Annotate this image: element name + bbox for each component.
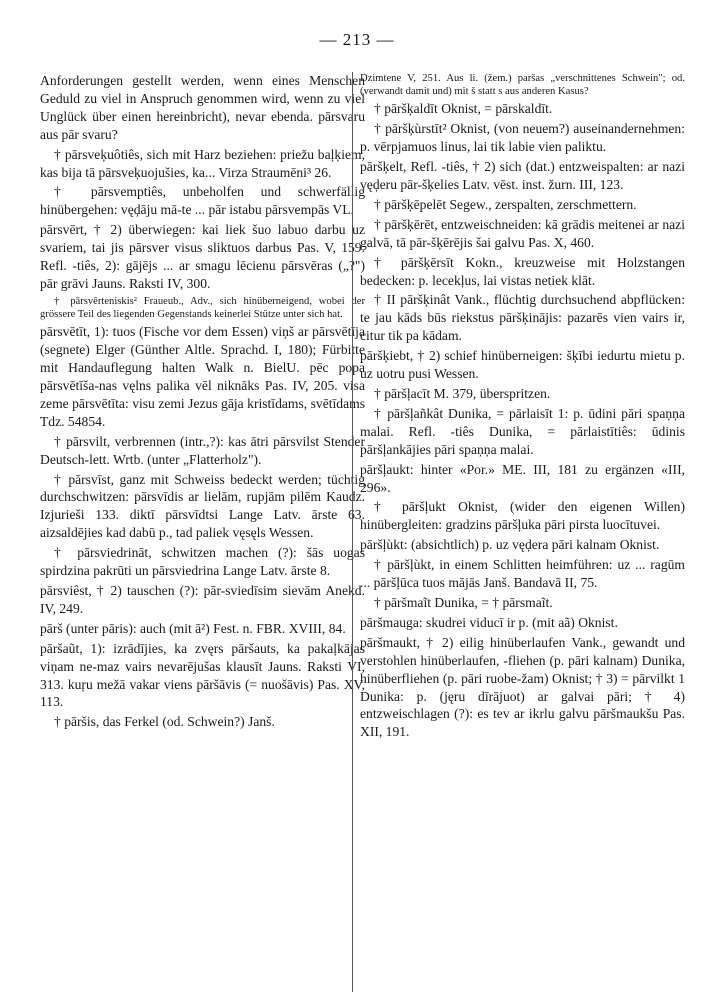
page-number: — 213 — <box>319 30 395 49</box>
dictionary-entry: † pāršķùrstīt² Oknist, (von neuem?) auseinandernehmen: p. vērpjamuos linus, lai tik labie vien paliktu. <box>360 121 685 155</box>
dictionary-entry: † pārsvīst, ganz mit Schweiss bedeckt werden; tüchtig durchschwitzen: pārsvīdis ar lielām, rupjām pilēm Kaudz. Izjurieši 133. diktī pārsvīdtsi Lange Latv. ārste 63. aizsaldējies kad dabū p., tad paliek vęsęls Wessen. <box>40 471 365 541</box>
dictionary-entry: † pārsvērteniskis² Fraueub., Adv., sich hinüberneigend, wobei der grössere Teil des liegenden Gegenstands keinerlei Stütze unter sich hat. <box>40 295 365 321</box>
left-column <box>40 72 365 733</box>
dictionary-entry: pāršmauga: skudrei viducī ir p. (mit aã) Oknist. <box>360 614 618 630</box>
dictionary-entry: pārsvētīt, 1): tuos (Fische vor dem Essen) viņš ar pārsvētīja (segnete) Elger (Günther Altle. Sprachd. I, 180); Fürbitte mit Handauflegung halten Walk n. BielU. pēc popa pārsvētīša-nas vęlns palika vēl niknāks Pas. IV, 205. visa zeme pārsvētīta: visu zemi Jezus gāja kristīdams, svētīdams Tdz. 54854. <box>40 324 365 429</box>
dictionary-entry: † pāršķērsīt Kokn., kreuzweise mit Holzstangen bedecken: p. lecekļus, lai vistas netiek klāt. <box>360 254 685 288</box>
dictionary-entry: † pāršķēpelēt Segew., zerspalten, zerschmettern. <box>374 196 637 212</box>
dictionary-entry: pāršķelt, Refl. -tiês, † 2) sich (dat.) entzweispalten: ar nazi vęḑeru pār-šķelies Latv. vēst. inst. žurn. III, 123. <box>360 159 685 193</box>
dictionary-entry: † II pāršķinât Vank., flüchtig durchsuchend abpflücken: te jau kāds būs riekstus pāršķinājis: pazarēs vien vairs ir, citur tik pa kādam. <box>360 292 685 344</box>
dictionary-entry: † pāršļukt Oknist, (wider den eigenen Willen) hinübergleiten: gradzins pāršļuka pāri pirsta luocītuvei. <box>360 499 685 533</box>
dictionary-entry: † pāršļacīt M. 379, überspritzen. <box>374 386 551 401</box>
dictionary-entry: Dzimtene V, 251. Aus li. (žem.) paršas „verschnittenes Schwein"; od. (verwandt damit und) mit š statt s aus anderen Kasus? <box>360 73 685 98</box>
dictionary-entry: pāršļùkt: (absichtlich) p. uz vęḑera pāri kalnam Oknist. <box>360 537 660 553</box>
dictionary-entry: † pārsvilt, verbrennen (intr.,?): kas ātri pārsvilst Stender Deutsch-lett. Wrtb. (unter „Flatterholz"). <box>40 433 365 467</box>
dictionary-entry: pārš (unter pāris): auch (mit ā²) Fest. n. FBR. XVIII, 84. <box>40 620 346 636</box>
dictionary-entry: pārsviêst, † 2) tauschen (?): pār-sviedīsim sievām Anekd. IV, 249. <box>40 582 365 616</box>
dictionary-entry: † pāršmaĩt Dunika, = † pārsmaĩt. <box>374 594 553 610</box>
dictionary-entry: pāršmaukt, † 2) eilig hinüberlaufen Vank., gewandt und verstohlen hinüberlaufen, -fliehen (p. pāri kalnam) Dunika, hinüberfliehen (p. pāri ruobe-žam) Oknist; † 3) = pārvilkt 1 Dunika: p. (jęru dīrājuot) ar galvai pāri; † 4) entzweischlagen (?): es tev ar ikrlu galvu pāršmaukšu Pas. XII, 191. <box>360 634 685 740</box>
dictionary-entry: pāršķiebt, † 2) schief hinüberneigen: šķībi iedurtu mietu p. uz uotru pusi Wessen. <box>360 348 685 382</box>
dictionary-entry: † pāršis, das Ferkel (od. Schwein?) Janš. <box>54 714 275 730</box>
dictionary-entry: † pārsviedrināt, schwitzen machen (?): šās uogas spirdzina pakrūti un pārsviedrina Lange Latv. ārste 8. <box>40 545 365 579</box>
dictionary-entry: † pārsvemptiês, unbeholfen und schwerfällig hinübergehen: vęḑāju mā-te ... pār istabu pārsvempās VL. <box>40 184 365 218</box>
dictionary-entry: Anforderungen gestellt werden, wenn eines Menschen Geduld zu viel in Anspruch genommen wird, wenn zu viel Unglück über einen hereinbricht), nevar ebenda. pārsvaru aus pār svaru? <box>40 73 365 142</box>
dictionary-entry: † pāršļañkât Dunika, = pārlaisīt 1: p. ūdini pāri spaņņa malai. Refl. -tiês Dunika, = pārlaistītiês: ūdinis pāršļankājies pāri spaņņa malai. <box>360 405 685 457</box>
dictionary-entry: pārsvērt, † 2) überwiegen: kai liek šuo labuo darbu uz svariem, tai jis pārsver visus sliktuos darbus Pas. V, 159. Refl. -tiês, 2): gājējs ... ar smagu lēcienu pārsvēras („?") pār grāvi Jauns. Raksti IV, 300. <box>40 222 365 291</box>
dictionary-entry: † pāršļùkt, in einem Schlitten heimführen: uz ... ragūm ... pāršļūca tuos mājās Janš. Bandavā II, 75. <box>360 557 685 591</box>
dictionary-entry: pāršļaukt: hinter «Por.» ME. III, 181 zu ergänzen «III, 296». <box>360 461 685 495</box>
right-column <box>360 72 685 743</box>
dictionary-entry: pāršaũt, 1): izrādījies, ka zvęrs pāršauts, ka pakaļkājas viņam ne-maz vairs nevarējušas klausīt Jauns. Raksti VI, 313. kuŗu mežā vakar viens pāršāvis (= nuošāvis) Pas. XV, 113. <box>40 640 365 710</box>
column-divider <box>352 72 353 992</box>
dictionary-entry: † pāršķērēt, entzweischneiden: kā grādis meitenei ar nazi galvā, tā pār-šķērējis šai galvu Pas. X, 460. <box>360 216 685 250</box>
dictionary-entry: † pāršķaldīt Oknist, = pārskaldīt. <box>374 101 553 117</box>
dictionary-entry: † pārsveķuôtiês, sich mit Harz beziehen: priežu baļķiem, kas bija tā pārsveķuojušies, ka... Virza Straumēni³ 26. <box>40 146 365 180</box>
